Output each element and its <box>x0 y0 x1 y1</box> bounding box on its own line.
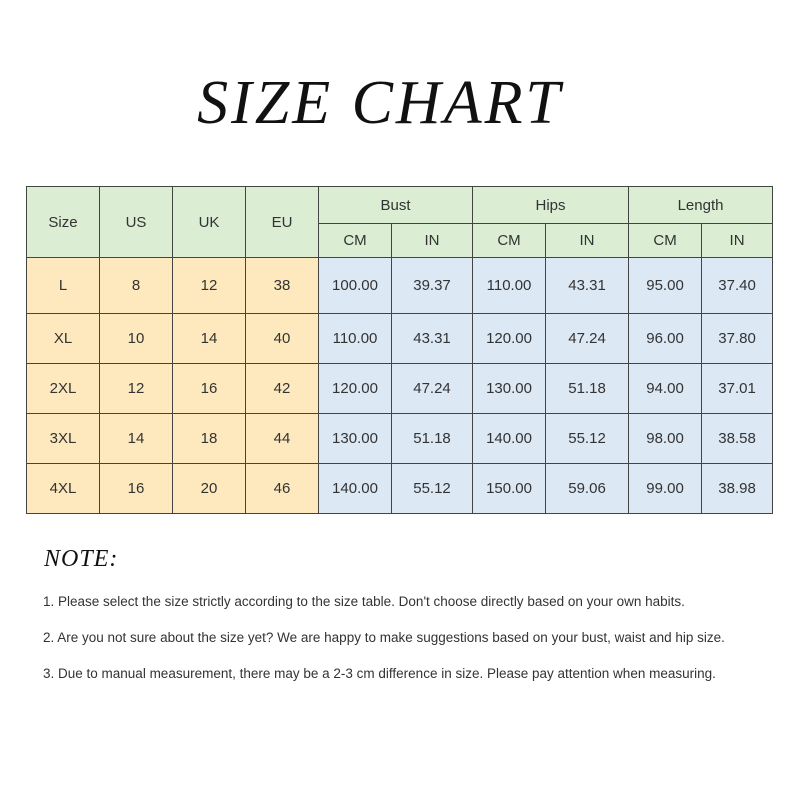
header-row <box>27 187 773 224</box>
eu-cell: 38 <box>246 258 319 314</box>
size-header: Size <box>27 187 100 258</box>
bust-in-cell: 43.31 <box>392 314 473 364</box>
size-cell: 4XL <box>27 464 100 514</box>
us-header: US <box>100 187 173 258</box>
table-row <box>27 414 773 464</box>
hips-cm-cell: 120.00 <box>473 314 546 364</box>
hips-cm-header: CM <box>473 224 546 258</box>
hips-in-cell: 43.31 <box>546 258 629 314</box>
length-cm-cell: 95.00 <box>629 258 702 314</box>
bust-in-cell: 39.37 <box>392 258 473 314</box>
table-row <box>27 464 773 514</box>
us-cell: 12 <box>100 364 173 414</box>
us-cell: 14 <box>100 414 173 464</box>
note-line-1: 1. Please select the size strictly according to the size table. Don't choose directly based on your own habits. <box>43 594 685 609</box>
uk-cell: 18 <box>173 414 246 464</box>
size-cell: 3XL <box>27 414 100 464</box>
eu-cell: 44 <box>246 414 319 464</box>
hips-cm-cell: 140.00 <box>473 414 546 464</box>
bust-in-cell: 51.18 <box>392 414 473 464</box>
size-cell: L <box>27 258 100 314</box>
size-chart-table <box>26 186 773 514</box>
uk-cell: 14 <box>173 314 246 364</box>
bust-cm-header: CM <box>319 224 392 258</box>
note-line-2: 2. Are you not sure about the size yet? We are happy to make suggestions based on your bust, waist and hip size. <box>43 630 725 645</box>
hips-in-header: IN <box>546 224 629 258</box>
size-cell: XL <box>27 314 100 364</box>
note-title: NOTE: <box>44 546 119 572</box>
bust-cm-cell: 110.00 <box>319 314 392 364</box>
eu-cell: 42 <box>246 364 319 414</box>
length-cm-cell: 98.00 <box>629 414 702 464</box>
length-in-header: IN <box>702 224 773 258</box>
length-cm-cell: 96.00 <box>629 314 702 364</box>
eu-cell: 40 <box>246 314 319 364</box>
bust-in-cell: 55.12 <box>392 464 473 514</box>
bust-cm-cell: 140.00 <box>319 464 392 514</box>
page-title: SIZE CHART <box>197 69 563 137</box>
length-in-cell: 37.40 <box>702 258 773 314</box>
uk-header: UK <box>173 187 246 258</box>
length-in-cell: 37.80 <box>702 314 773 364</box>
length-cm-cell: 94.00 <box>629 364 702 414</box>
eu-cell: 46 <box>246 464 319 514</box>
bust-cm-cell: 100.00 <box>319 258 392 314</box>
bust-header: Bust <box>319 187 473 224</box>
uk-cell: 20 <box>173 464 246 514</box>
hips-in-cell: 47.24 <box>546 314 629 364</box>
length-in-cell: 38.98 <box>702 464 773 514</box>
hips-cm-cell: 130.00 <box>473 364 546 414</box>
uk-cell: 16 <box>173 364 246 414</box>
hips-header: Hips <box>473 187 629 224</box>
bust-cm-cell: 130.00 <box>319 414 392 464</box>
hips-in-cell: 51.18 <box>546 364 629 414</box>
hips-in-cell: 59.06 <box>546 464 629 514</box>
length-header: Length <box>629 187 773 224</box>
table-row <box>27 364 773 414</box>
length-cm-header: CM <box>629 224 702 258</box>
length-in-cell: 37.01 <box>702 364 773 414</box>
us-cell: 8 <box>100 258 173 314</box>
hips-cm-cell: 150.00 <box>473 464 546 514</box>
hips-in-cell: 55.12 <box>546 414 629 464</box>
bust-in-header: IN <box>392 224 473 258</box>
table-row <box>27 258 773 314</box>
bust-cm-cell: 120.00 <box>319 364 392 414</box>
bust-in-cell: 47.24 <box>392 364 473 414</box>
us-cell: 16 <box>100 464 173 514</box>
us-cell: 10 <box>100 314 173 364</box>
table-row <box>27 314 773 364</box>
uk-cell: 12 <box>173 258 246 314</box>
hips-cm-cell: 110.00 <box>473 258 546 314</box>
length-cm-cell: 99.00 <box>629 464 702 514</box>
size-cell: 2XL <box>27 364 100 414</box>
note-line-3: 3. Due to manual measurement, there may be a 2-3 cm difference in size. Please pay attention when measuring. <box>43 666 716 681</box>
eu-header: EU <box>246 187 319 258</box>
length-in-cell: 38.58 <box>702 414 773 464</box>
